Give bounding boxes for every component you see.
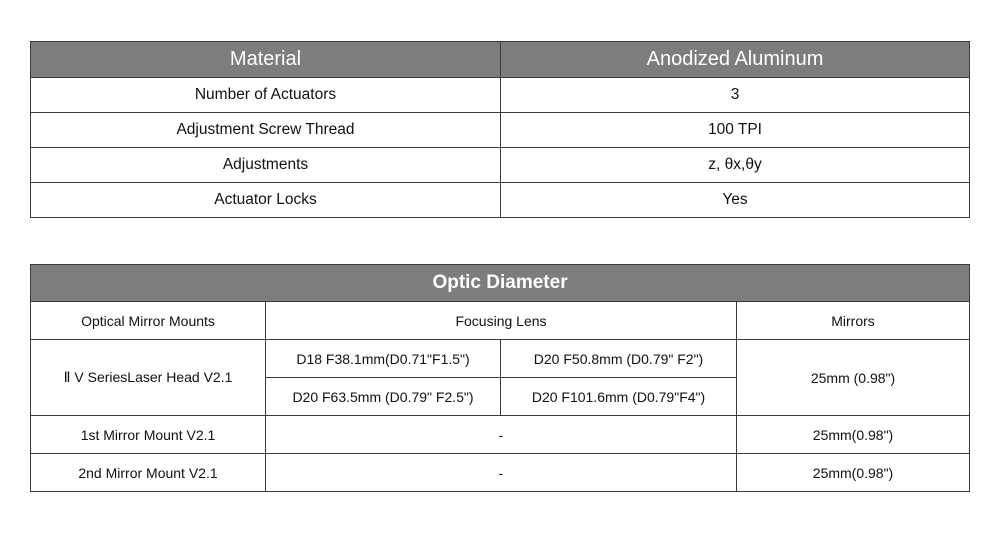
mount-mirror: 25mm(0.98") [737,416,970,454]
lens-option: D20 F50.8mm (D0.79" F2") [501,340,737,378]
column-header-mirrors: Mirrors [737,302,970,340]
spec-value: Yes [501,183,970,218]
table-row [31,113,970,148]
column-header-mounts: Optical Mirror Mounts [31,302,266,340]
spec-value: z, θx,θy [501,148,970,183]
spec-value: 3 [501,78,970,113]
spec-value: 100 TPI [501,113,970,148]
mount-mirror: 25mm(0.98") [737,454,970,492]
spec-header-row [31,42,970,78]
laser-head-mirror: 25mm (0.98") [737,340,970,416]
spec-header-value: Anodized Aluminum [501,42,970,78]
optic-title-row [31,265,970,302]
spec-label: Adjustments [31,148,501,183]
lens-option: D18 F38.1mm(D0.71"F1.5") [266,340,501,378]
lens-option: D20 F101.6mm (D0.79"F4") [501,378,737,416]
optic-column-header-row [31,302,970,340]
table-row [31,454,970,492]
table-row [31,78,970,113]
specifications-table [30,41,970,218]
optic-diameter-table [30,264,970,492]
mount-lens: - [266,454,737,492]
optic-title: Optic Diameter [31,265,970,302]
laser-head-name: Ⅱ V SeriesLaser Head V2.1 [31,340,266,416]
spec-label: Number of Actuators [31,78,501,113]
table-row [31,183,970,218]
spec-label: Adjustment Screw Thread [31,113,501,148]
mount-lens: - [266,416,737,454]
lens-option: D20 F63.5mm (D0.79" F2.5") [266,378,501,416]
table-row [31,340,970,378]
mount-name: 1st Mirror Mount V2.1 [31,416,266,454]
spec-header-label: Material [31,42,501,78]
table-row [31,148,970,183]
mount-name: 2nd Mirror Mount V2.1 [31,454,266,492]
table-row [31,416,970,454]
column-header-lens: Focusing Lens [266,302,737,340]
spec-label: Actuator Locks [31,183,501,218]
